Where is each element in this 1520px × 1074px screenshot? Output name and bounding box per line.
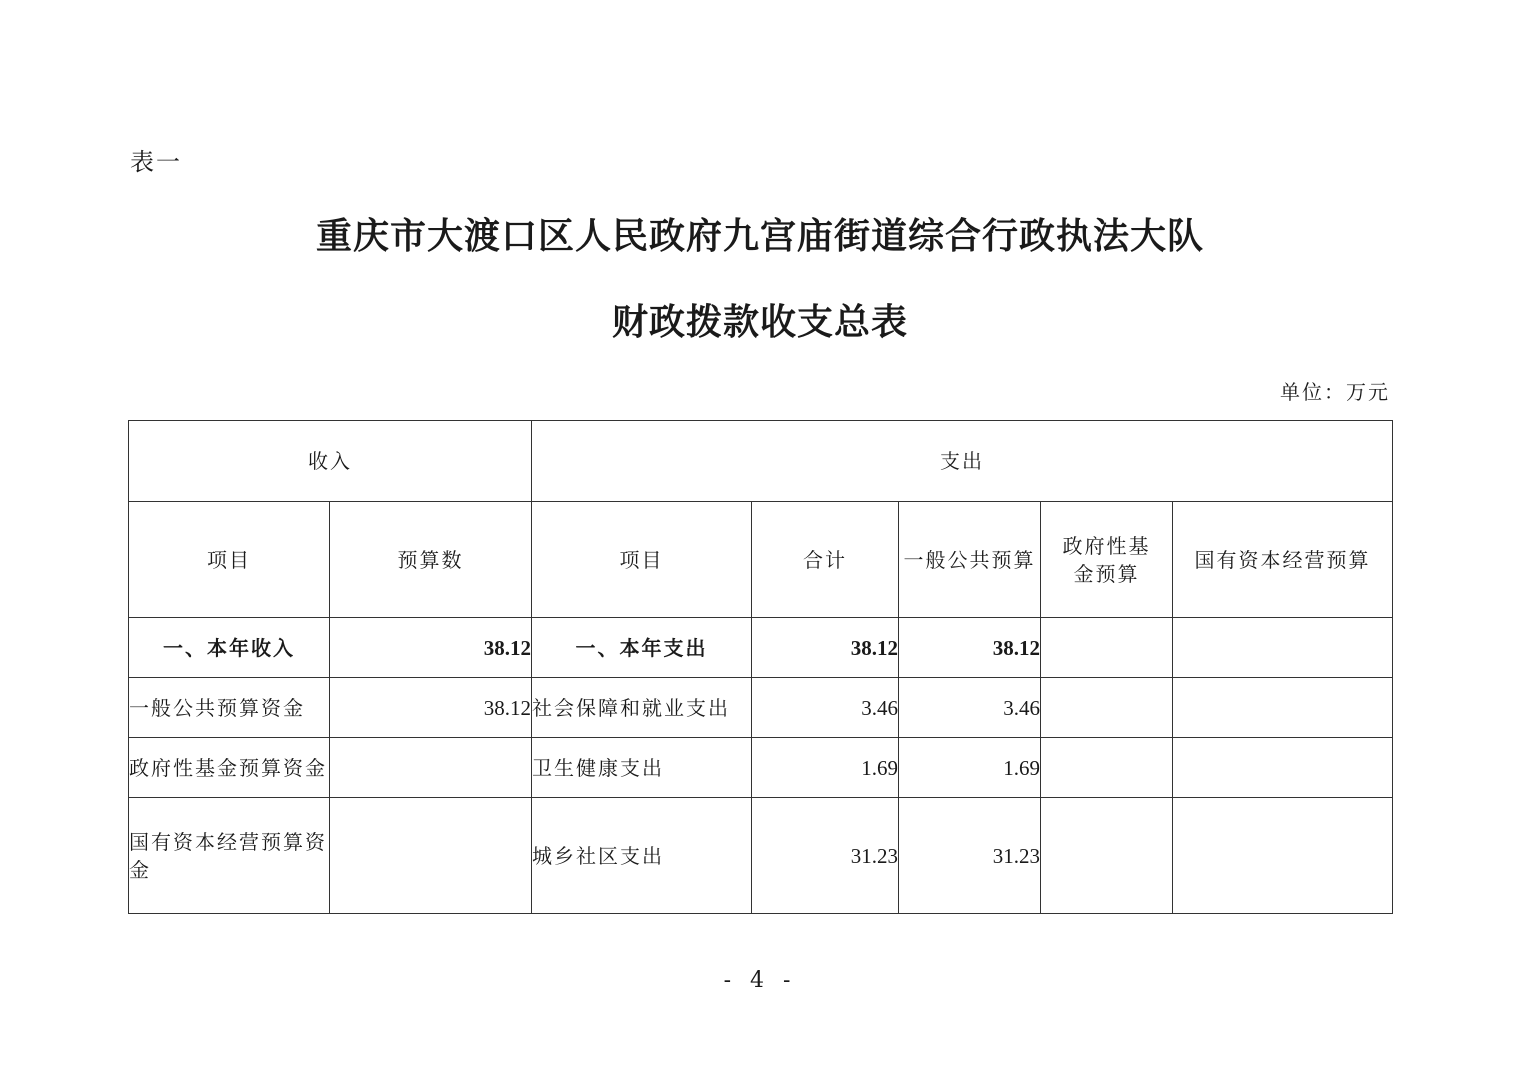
state-capital-budget-cell [1173, 798, 1393, 914]
total-cell: 38.12 [752, 618, 899, 678]
header-income-budget: 预算数 [330, 502, 532, 618]
header-general-budget: 一般公共预算 [899, 502, 1041, 618]
header-gov-fund-budget: 政府性基金预算 [1041, 502, 1173, 618]
general-budget-cell: 38.12 [899, 618, 1041, 678]
income-budget-cell [330, 738, 532, 798]
expense-item-cell: 城乡社区支出 [532, 798, 752, 914]
expense-group-header: 支出 [532, 421, 1393, 502]
table-row [129, 738, 1393, 798]
table-row [129, 618, 1393, 678]
table-row [129, 678, 1393, 738]
gov-fund-budget-cell [1041, 798, 1173, 914]
general-budget-cell: 1.69 [899, 738, 1041, 798]
total-cell: 3.46 [752, 678, 899, 738]
income-budget-cell [330, 798, 532, 914]
unit-label: 单位：万元 [1280, 380, 1390, 404]
income-group-header: 收入 [129, 421, 532, 502]
general-budget-cell: 3.46 [899, 678, 1041, 738]
budget-summary-table [128, 420, 1393, 914]
header-expense-item: 项目 [532, 502, 752, 618]
table-label: 表一 [130, 148, 182, 176]
income-item-cell: 政府性基金预算资金 [129, 738, 330, 798]
gov-fund-budget-cell [1041, 618, 1173, 678]
table-row [129, 798, 1393, 914]
income-item-cell: 一般公共预算资金 [129, 678, 330, 738]
gov-fund-budget-cell [1041, 738, 1173, 798]
expense-item-cell: 社会保障和就业支出 [532, 678, 752, 738]
total-cell: 1.69 [752, 738, 899, 798]
state-capital-budget-cell [1173, 678, 1393, 738]
header-total: 合计 [752, 502, 899, 618]
header-state-capital-budget: 国有资本经营预算 [1173, 502, 1393, 618]
income-item-cell: 一、本年收入 [129, 618, 330, 678]
page-subtitle: 财政拨款收支总表 [611, 301, 908, 343]
income-item-cell: 国有资本经营预算资金 [129, 798, 330, 914]
income-budget-cell: 38.12 [330, 618, 532, 678]
general-budget-cell: 31.23 [899, 798, 1041, 914]
expense-item-cell: 卫生健康支出 [532, 738, 752, 798]
group-header-row [129, 421, 1393, 502]
expense-item-cell: 一、本年支出 [532, 618, 752, 678]
page-number: - 4 - [723, 968, 797, 993]
total-cell: 31.23 [752, 798, 899, 914]
state-capital-budget-cell [1173, 738, 1393, 798]
income-budget-cell: 38.12 [330, 678, 532, 738]
gov-fund-budget-cell [1041, 678, 1173, 738]
state-capital-budget-cell [1173, 618, 1393, 678]
page-title: 重庆市大渡口区人民政府九宫庙街道综合行政执法大队 [315, 215, 1204, 257]
column-header-row [129, 502, 1393, 618]
header-income-item: 项目 [129, 502, 330, 618]
